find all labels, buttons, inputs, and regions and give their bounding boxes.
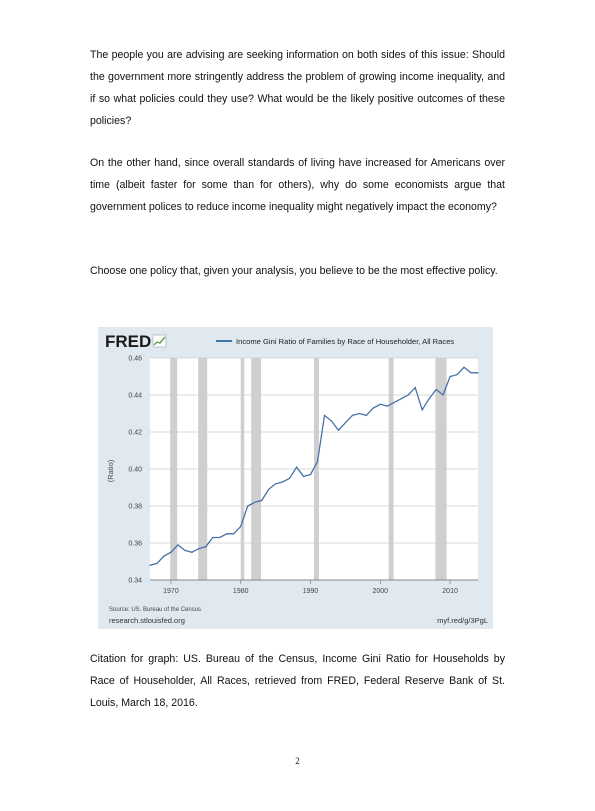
data-point bbox=[317, 461, 318, 462]
y-tick-label: 0.36 bbox=[128, 540, 142, 548]
data-point bbox=[324, 415, 325, 416]
data-point bbox=[310, 474, 311, 475]
chart-canvas bbox=[98, 327, 493, 629]
data-point bbox=[477, 372, 478, 373]
data-point bbox=[387, 406, 388, 407]
y-tick-label: 0.38 bbox=[128, 503, 142, 511]
fred-chart bbox=[98, 327, 493, 629]
data-point bbox=[163, 555, 164, 556]
page-number: 2 bbox=[295, 756, 300, 766]
data-point bbox=[205, 546, 206, 547]
data-point bbox=[296, 467, 297, 468]
data-point bbox=[247, 505, 248, 506]
data-point bbox=[219, 537, 220, 538]
y-axis-label: (Ratio) bbox=[106, 459, 115, 483]
data-point bbox=[380, 404, 381, 405]
y-tick-label: 0.46 bbox=[128, 355, 142, 363]
data-point bbox=[373, 407, 374, 408]
x-tick-label: 1970 bbox=[163, 588, 179, 595]
data-point bbox=[331, 420, 332, 421]
data-point bbox=[338, 430, 339, 431]
y-tick-label: 0.44 bbox=[128, 392, 142, 400]
data-point bbox=[170, 552, 171, 553]
data-point bbox=[275, 483, 276, 484]
data-point bbox=[177, 544, 178, 545]
y-tick-label: 0.34 bbox=[128, 577, 142, 585]
data-point bbox=[184, 550, 185, 551]
data-point bbox=[408, 394, 409, 395]
data-point bbox=[443, 394, 444, 395]
data-point bbox=[226, 533, 227, 534]
data-point bbox=[289, 478, 290, 479]
data-point bbox=[352, 415, 353, 416]
data-point bbox=[422, 409, 423, 410]
data-point bbox=[429, 398, 430, 399]
paragraph-other-hand: On the other hand, since overall standards of living have increased for Americans over time (albeit faster for some than for others), why do some economists argue that government polices to reduce income inequality might negatively impact the economy? bbox=[90, 157, 505, 213]
legend-label: Income Gini Ratio of Families by Race of Householder, All Races bbox=[236, 337, 455, 346]
fred-logo bbox=[105, 332, 166, 351]
paragraph-advising: The people you are advising are seeking information on both sides of this issue: Should the government more stringently address the problem of growing income inequality, and if so what policies could they use? What would be the likely positive outcomes of these policies? bbox=[90, 49, 505, 127]
data-point bbox=[449, 376, 450, 377]
legend bbox=[216, 337, 454, 346]
data-point bbox=[254, 502, 255, 503]
data-point bbox=[233, 533, 234, 534]
x-tick-label: 1980 bbox=[232, 588, 249, 595]
data-point bbox=[359, 413, 360, 414]
data-point bbox=[401, 398, 402, 399]
data-point bbox=[456, 374, 457, 375]
data-point bbox=[282, 481, 283, 482]
data-point bbox=[470, 372, 471, 373]
data-point bbox=[366, 415, 367, 416]
y-tick-label: 0.42 bbox=[128, 429, 142, 437]
data-point bbox=[261, 500, 262, 501]
fred-logo-graph-icon bbox=[153, 335, 166, 347]
data-point bbox=[463, 367, 464, 368]
source-note: Source: US. Bureau of the Census bbox=[109, 607, 202, 613]
data-point bbox=[212, 537, 213, 538]
data-point bbox=[149, 565, 150, 566]
y-tick-label: 0.40 bbox=[128, 466, 142, 474]
graph-citation: Citation for graph: US. Bureau of the Census, Income Gini Ratio for Households by Race of Householder, All Races, retrieved from FRED, Federal Reserve Bank of St. Louis, March 18, 2016. bbox=[90, 653, 505, 709]
data-point bbox=[268, 489, 269, 490]
short-url: myf.red/g/3PgL bbox=[437, 616, 488, 625]
paragraph-choose-policy: Choose one policy that, given your analysis, you believe to be the most effective policy. bbox=[90, 265, 498, 277]
data-point bbox=[156, 563, 157, 564]
data-point bbox=[345, 422, 346, 423]
source-site: research.stlouisfed.org bbox=[109, 616, 185, 625]
data-point bbox=[198, 548, 199, 549]
x-tick-label: 2000 bbox=[372, 588, 389, 595]
data-point bbox=[394, 402, 395, 403]
x-tick-label: 1990 bbox=[302, 588, 319, 595]
data-point bbox=[303, 476, 304, 477]
data-point bbox=[436, 389, 437, 390]
x-tick-label: 2010 bbox=[442, 588, 458, 595]
fred-logo-text: FRED bbox=[105, 332, 152, 351]
data-point bbox=[191, 552, 192, 553]
data-point bbox=[415, 387, 416, 388]
data-point bbox=[240, 526, 241, 527]
